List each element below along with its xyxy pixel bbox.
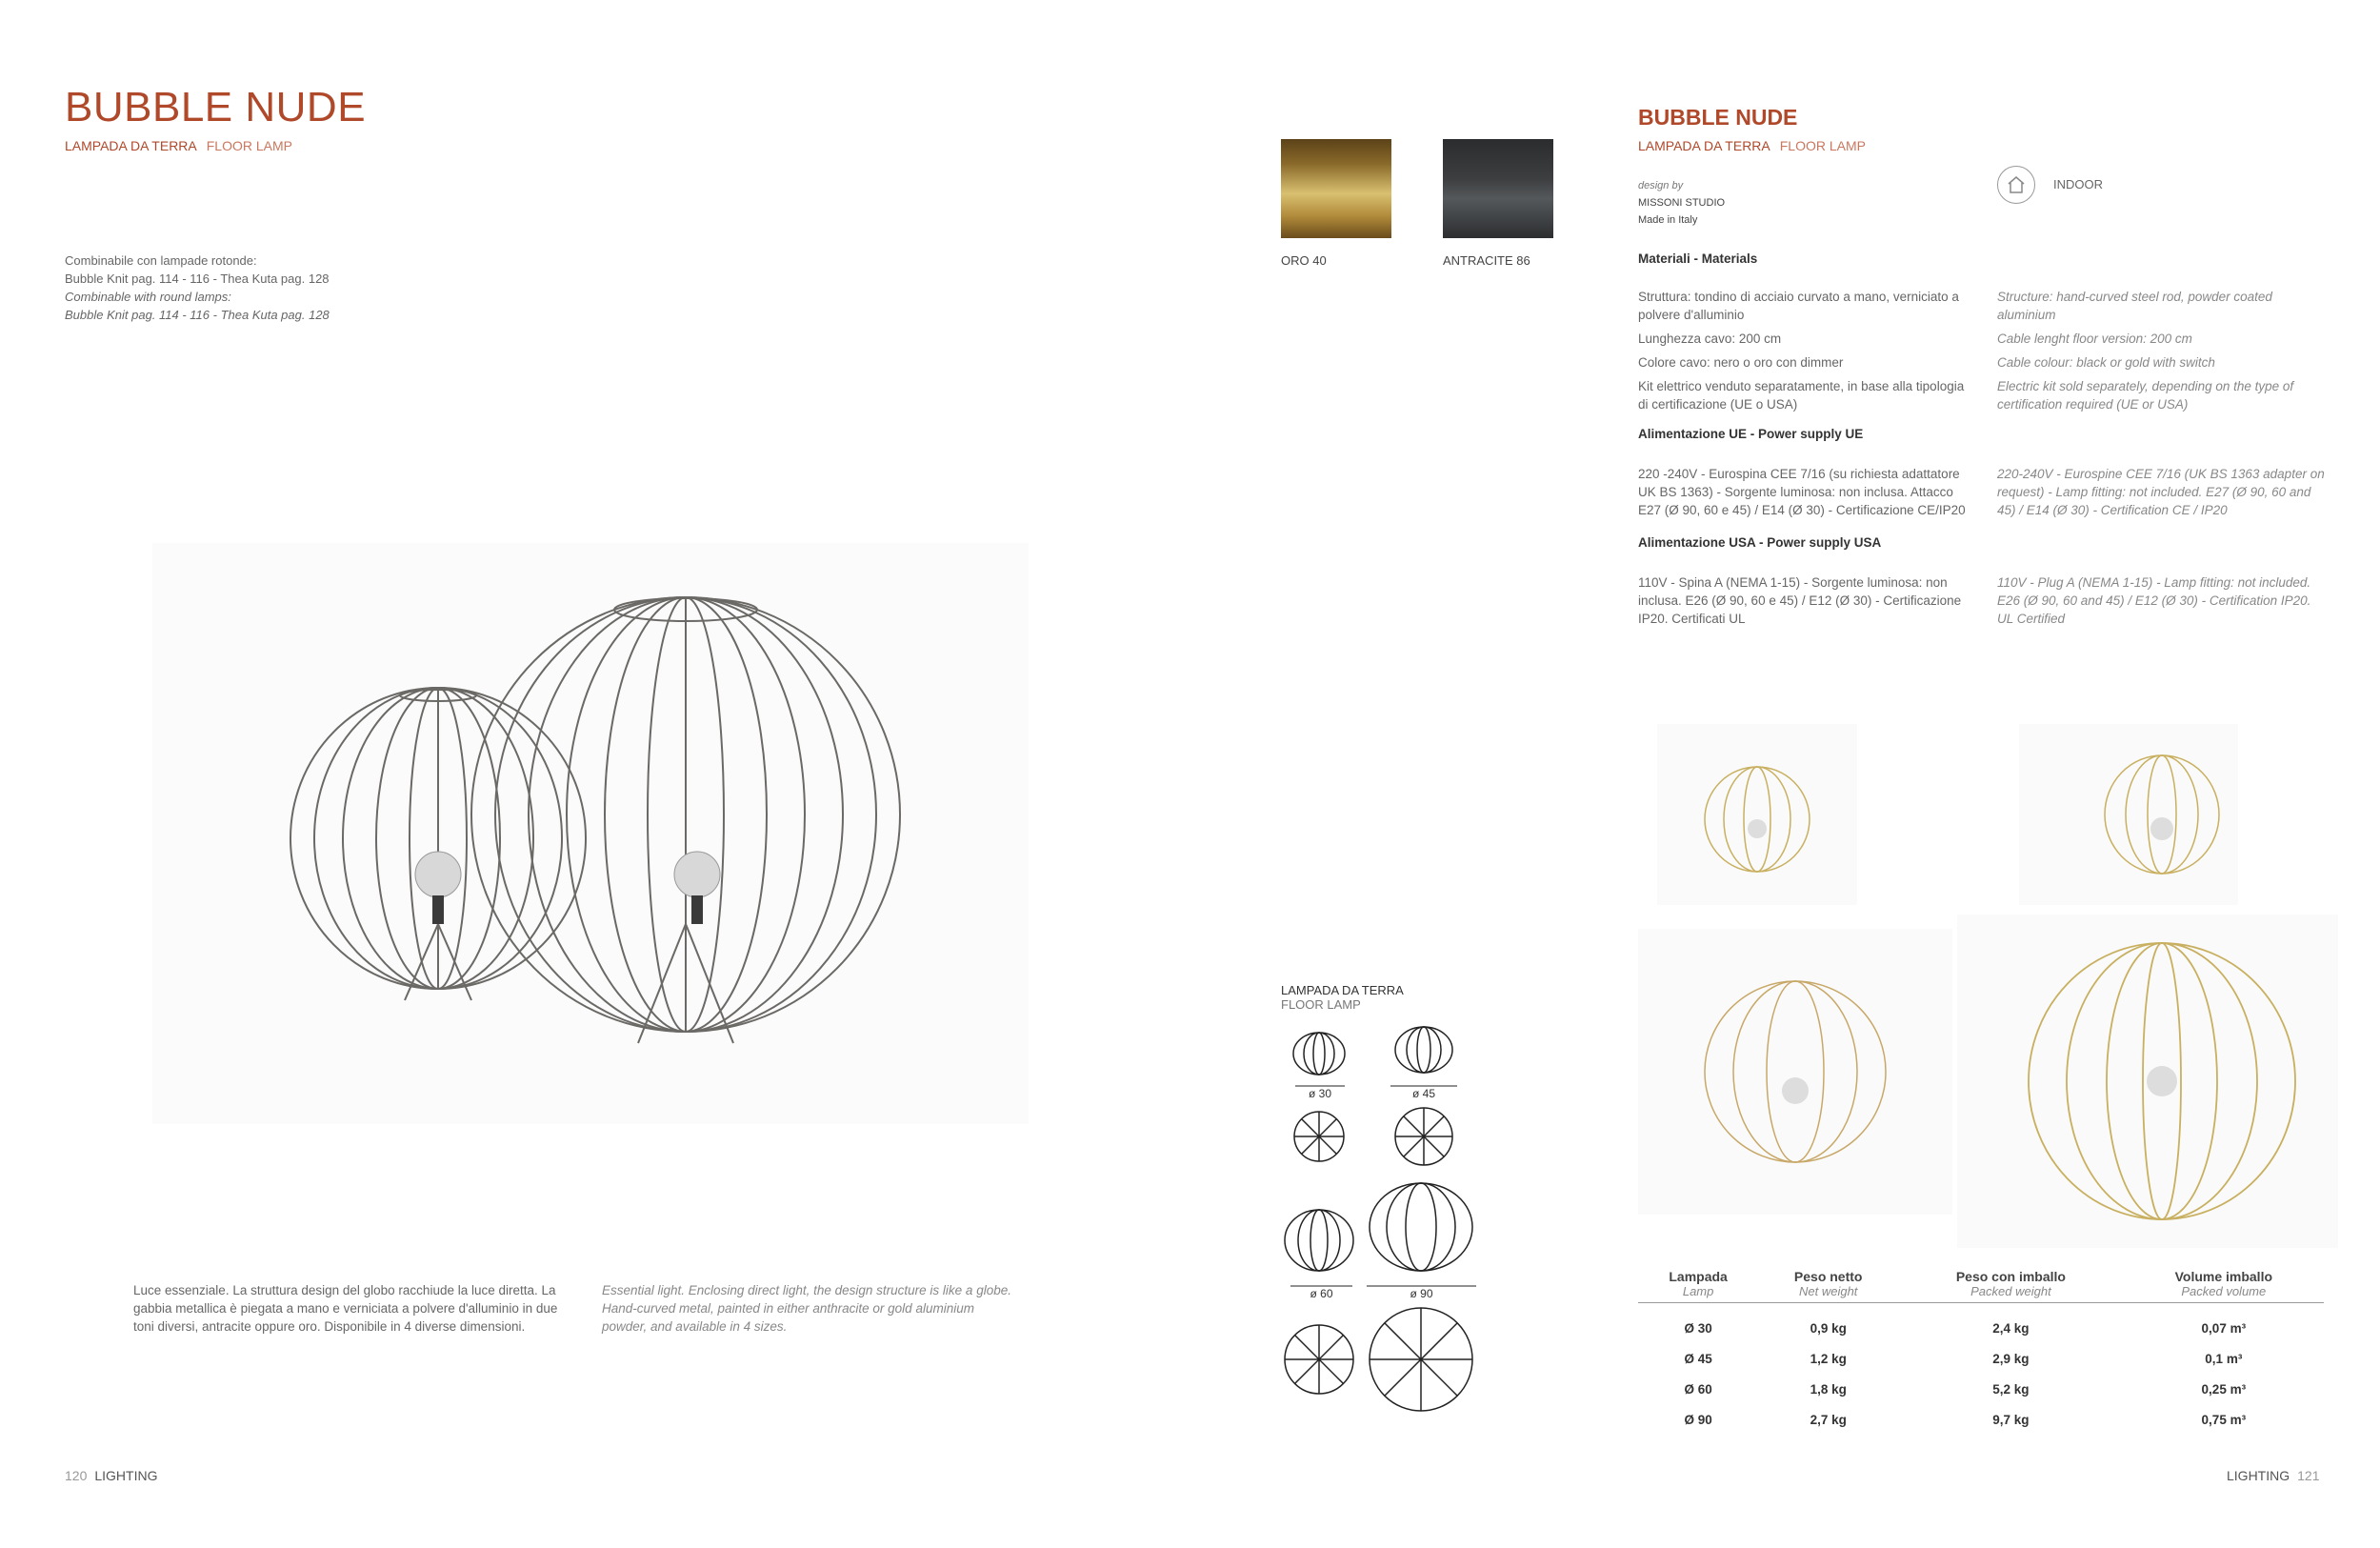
material-en-cable-colour: Cable colour: black or gold with switch bbox=[1997, 355, 2215, 370]
photo-gold-60 bbox=[1638, 929, 1952, 1215]
materials-heading: Materiali - Materials bbox=[1638, 251, 1758, 266]
left-subtitle-it: LAMPADA DA TERRA bbox=[65, 138, 197, 153]
swatch-gold[interactable] bbox=[1281, 139, 1391, 238]
left-section: LIGHTING bbox=[94, 1468, 158, 1483]
spec-table bbox=[1638, 1269, 2324, 1435]
material-en-electric-kit: Electric kit sold separately, depending on the type of certification required (UE or USA) bbox=[1997, 379, 2294, 412]
table-row: Ø 45 1,2 kg 2,9 kg 0,1 m³ bbox=[1684, 1351, 2243, 1366]
swatch-anthracite-label: ANTRACITE 86 bbox=[1443, 253, 1530, 268]
usa-en: 110V - Plug A (NEMA 1-15) - Lamp fitting: not included. E26 (Ø 90, 60 and 45) / E12 (Ø 30) - Certification IP20. UL Certified bbox=[1997, 575, 2311, 626]
col-lamp: Lampada Lamp bbox=[1669, 1269, 1728, 1298]
left-footer bbox=[65, 1468, 157, 1483]
description-en: Essential light. Enclosing direct light, the design structure is like a globe. Hand-curved metal, painted in either anthracite or gold aluminium powder, and available in 4 sizes. bbox=[602, 1283, 1011, 1334]
size-label-30: ø 30 bbox=[1308, 1087, 1331, 1100]
designer-block bbox=[1638, 177, 1725, 229]
right-page-number: 121 bbox=[2297, 1468, 2320, 1483]
materials-en bbox=[1997, 288, 2326, 419]
right-footer bbox=[2227, 1468, 2319, 1483]
house-icon bbox=[1997, 166, 2035, 204]
photo-gold-45 bbox=[2019, 724, 2238, 905]
wire-globes-illustration bbox=[152, 543, 1029, 1124]
ue-heading: Alimentazione UE - Power supply UE bbox=[1638, 427, 1864, 441]
right-subtitle-en: FLOOR LAMP bbox=[1779, 138, 1866, 153]
material-it-cable-length: Lunghezza cavo: 200 cm bbox=[1638, 332, 1782, 346]
col-packed-volume: Volume imballo Packed volume bbox=[2174, 1269, 2273, 1298]
materials-it bbox=[1638, 288, 1967, 419]
right-section: LIGHTING bbox=[2227, 1468, 2290, 1483]
material-en-cable-length: Cable lenght floor version: 200 cm bbox=[1997, 332, 2192, 346]
ue-en: 220-240V - Eurospine CEE 7/16 (UK BS 1363 adapter on request) - Lamp fitting: not included. E27 (Ø 90, 60 and 45) / E14 (Ø 30) - Certification CE / IP20 bbox=[1997, 467, 2325, 517]
description-it: Luce essenziale. La struttura design del globo racchiude la luce diretta. La gabbia metallica è piegata a mano e verniciata a polvere d'alluminio in due toni diversi, antracite oppure oro. Disponibile in 4 diverse dimensioni. bbox=[133, 1283, 558, 1334]
made-in-label: Made in Italy bbox=[1638, 214, 1698, 226]
photo-gold-30 bbox=[1657, 724, 1857, 905]
drawings-heading-en: FLOOR LAMP bbox=[1281, 997, 1361, 1012]
col-packed-weight: Peso con imballo Packed weight bbox=[1955, 1269, 2066, 1298]
combinable-it-2: Bubble Knit pag. 114 - 116 - Thea Kuta pag. 128 bbox=[65, 271, 330, 286]
table-row: Ø 30 0,9 kg 2,4 kg 0,07 m³ bbox=[1684, 1320, 2247, 1336]
size-label-90: ø 90 bbox=[1410, 1287, 1433, 1300]
left-subtitle bbox=[65, 138, 292, 153]
table-row: Ø 60 1,8 kg 5,2 kg 0,25 m³ bbox=[1684, 1381, 2247, 1397]
swatch-anthracite[interactable] bbox=[1443, 139, 1553, 238]
spec-table-header bbox=[1638, 1269, 2324, 1303]
size-label-45: ø 45 bbox=[1411, 1087, 1435, 1100]
combinable-it-1: Combinabile con lampade rotonde: bbox=[65, 253, 257, 268]
usa-it: 110V - Spina A (NEMA 1-15) - Sorgente luminosa: non inclusa. E26 (Ø 90, 60 e 45) / E12 (Ø 30) - Certificazione IP20. Certificati UL bbox=[1638, 575, 1962, 626]
indoor-label: INDOOR bbox=[2053, 177, 2103, 191]
usa-heading: Alimentazione USA - Power supply USA bbox=[1638, 535, 1882, 550]
material-en-structure: Structure: hand-curved steel rod, powder coated aluminium bbox=[1997, 290, 2272, 322]
designer-name: MISSONI STUDIO bbox=[1638, 197, 1726, 209]
left-page-number: 120 bbox=[65, 1468, 88, 1483]
swatch-gold-label: ORO 40 bbox=[1281, 253, 1327, 268]
right-subtitle bbox=[1638, 138, 1866, 153]
material-it-electric-kit: Kit elettrico venduto separatamente, in base alla tipologia di certificazione (UE o USA) bbox=[1638, 379, 1965, 412]
combinable-en-2: Bubble Knit pag. 114 - 116 - Thea Kuta pag. 128 bbox=[65, 308, 330, 322]
right-subtitle-it: LAMPADA DA TERRA bbox=[1638, 138, 1770, 153]
material-it-cable-colour: Colore cavo: nero o oro con dimmer bbox=[1638, 355, 1844, 370]
design-by-label: design by bbox=[1638, 180, 1684, 191]
col-net-weight: Peso netto Net weight bbox=[1793, 1269, 1863, 1298]
drawings-heading-it: LAMPADA DA TERRA bbox=[1281, 983, 1404, 997]
photo-gold-90 bbox=[1957, 915, 2338, 1248]
size-drawings bbox=[1276, 1019, 1495, 1419]
material-it-structure: Struttura: tondino di acciaio curvato a mano, verniciato a polvere d'alluminio bbox=[1638, 290, 1959, 322]
product-photo bbox=[152, 543, 1029, 1124]
left-title: BUBBLE NUDE bbox=[65, 84, 367, 131]
left-subtitle-en: FLOOR LAMP bbox=[206, 138, 292, 153]
combinable-note bbox=[65, 251, 541, 324]
ue-it: 220 -240V - Eurospina CEE 7/16 (su richiesta adattatore UK BS 1363) - Sorgente luminosa: non inclusa. Attacco E27 (Ø 90, 60 e 45) / E14 (Ø 30) - Certificazione CE/IP20 bbox=[1638, 467, 1966, 517]
combinable-en-1: Combinable with round lamps: bbox=[65, 290, 231, 304]
table-row: Ø 90 2,7 kg 9,7 kg 0,75 m³ bbox=[1684, 1412, 2247, 1427]
drawings-heading bbox=[1281, 983, 1404, 1012]
right-title: BUBBLE NUDE bbox=[1638, 105, 1798, 130]
size-label-60: ø 60 bbox=[1310, 1287, 1333, 1300]
